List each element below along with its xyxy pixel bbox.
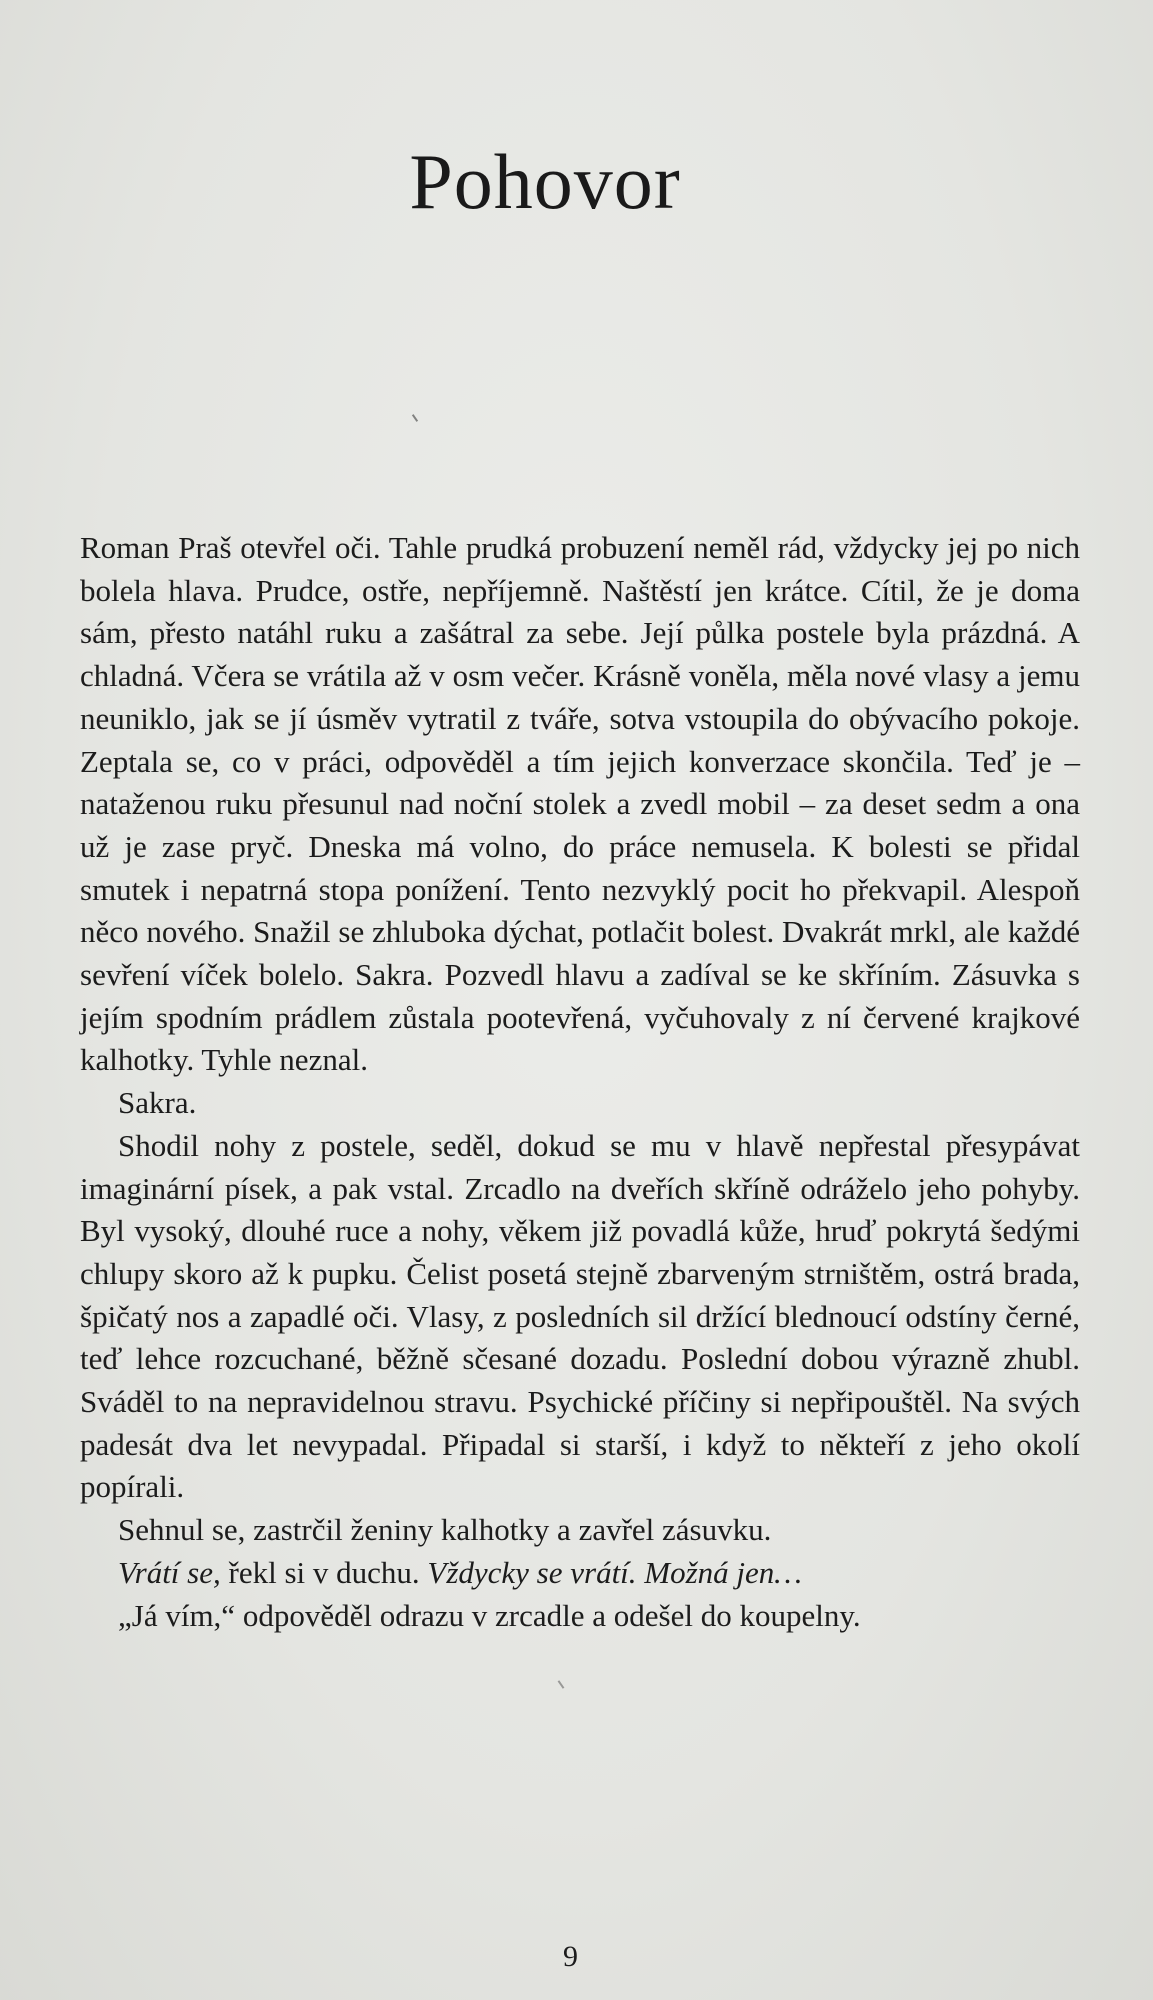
paragraph-4: Sehnul se, zastrčil ženiny kalhotky a zavřel zásuvku.: [118, 1512, 772, 1548]
page-number: 9: [563, 1940, 578, 1973]
paragraph-6: „Já vím,“ odpověděl odrazu v zrcadle a odešel do koupelny.: [118, 1597, 861, 1633]
chapter-title: Pohovor: [409, 138, 681, 226]
stray-ink-mark: [412, 414, 418, 422]
stray-ink-mark: [558, 1680, 565, 1689]
chapter-body: [80, 527, 1080, 1637]
inner-thought-2: Vždycky se vrátí. Možná jen…: [427, 1554, 802, 1590]
paragraph-5: [80, 1552, 1080, 1595]
paragraph-1: Roman Praš otevřel oči. Tahle prudká probuzení neměl rád, vždycky jej po nich bolela hlava. Prudce, ostře, nepříjemně. Naštěstí jen krátce. Cítil, že je doma sám, přesto natáhl ruku a zašátral za sebe. Její půlka postele byla prázdná. A chladná. Včera se vrátila až v osm večer. Krásně voněla, měla nové vlasy a jemu neuniklo, jak se jí úsměv vytratil z tváře, sotva vstoupila do obývacího pokoje. Zeptala se, co v práci, odpověděl a tím jejich konverzace skončila. Teď je – nataženou ruku přesunul nad noční stolek a zvedl mobil – za deset sedm a ona už je zase pryč. Dneska má volno, do práce nemusela. K bolesti se přidal smutek i nepatrná stopa ponížení. Tento nezvyklý pocit ho překvapil. Alespoň něco nového. Snažil se zhluboka dýchat, potlačit bolest. Dvakrát mrkl, ale každé sevření víček bolelo. Sakra. Pozvedl hlavu a zadíval se ke skříním. Zásuvka s jejím spodním prádlem zůstala pootevřená, vyčuhovaly z ní červené krajkové kalhotky. Tyhle neznal.: [80, 530, 1080, 1078]
inner-thought-1: Vrátí se,: [118, 1554, 221, 1590]
paragraph-3: Shodil nohy z postele, seděl, dokud se mu v hlavě nepřestal přesypávat imaginární písek, a pak vstal. Zrcadlo na dveřích skříně odráželo jeho pohyby. Byl vysoký, dlouhé ruce a nohy, věkem již povadlá kůže, hruď pokrytá šedými chlupy skoro až k pupku. Čelist posetá stejně zbarveným strništěm, ostrá brada, špičatý nos a zapadlé oči. Vlasy, z posledních sil držící blednoucí odstíny černé, teď lehce rozcuchané, běžně sčesané dozadu. Poslední dobou výrazně zhubl. Sváděl to na nepravidelnou stravu. Psychické příčiny si nepřipouštěl. Na svých padesát dva let nevypadal. Připadal si starší, i když to někteří z jeho okolí popírali.: [80, 1127, 1080, 1505]
paragraph-2: Sakra.: [118, 1085, 197, 1121]
narration-text: řekl si v duchu.: [220, 1554, 428, 1590]
